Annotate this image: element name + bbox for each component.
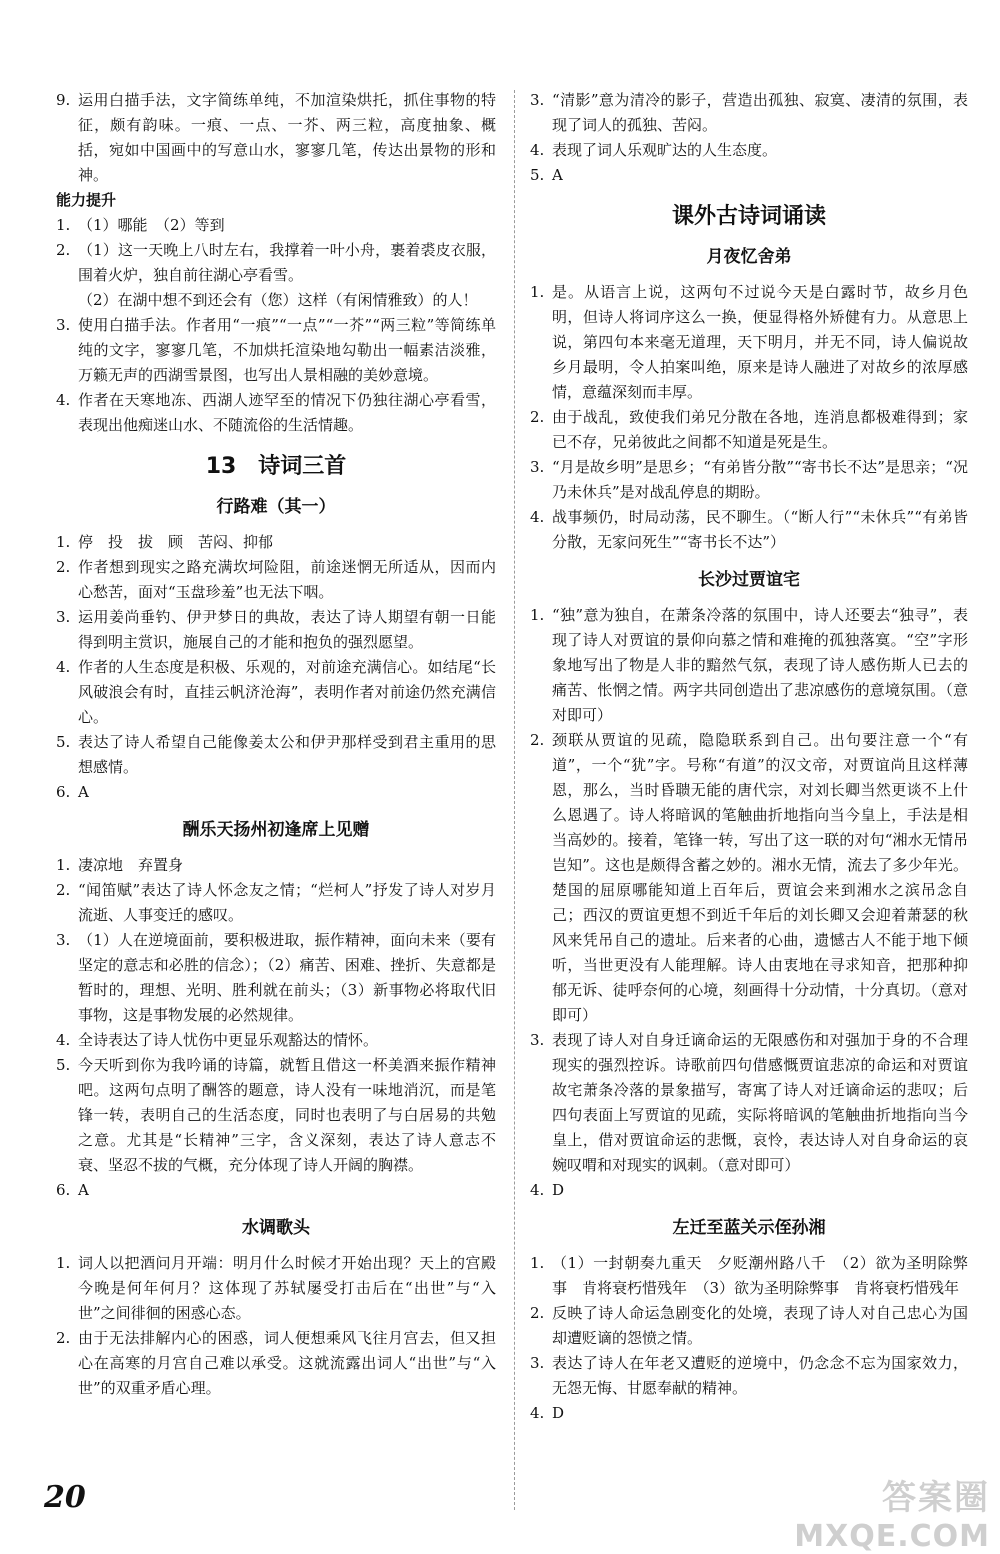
- answer-item: [530, 1351, 968, 1401]
- right-column: [530, 88, 968, 1426]
- answer-item: [530, 603, 968, 728]
- answer-number: 1.: [56, 216, 71, 234]
- answer-text: 作者在天寒地冻、西湖人迹罕至的情况下仍独往湖心亭看雪，表现出他痴迷山水、不随流俗的生活情趣。: [78, 391, 496, 434]
- answer-item: [56, 530, 496, 555]
- answer-text: 运用姜尚垂钓、伊尹梦日的典故，表达了诗人期望有朝一日能得到明主赏识，施展自己的才能和抱负的强烈愿望。: [78, 608, 496, 651]
- ability-heading: 能力提升: [56, 191, 117, 209]
- answer-text: 表现了诗人对自身迁谪命运的无限感伤和对强加于身的不合理现实的强烈控诉。诗歌前四句借感慨贾谊悲凉的命运和对贾谊故宅萧条冷落的景象描写，寄寓了诗人对迁谪命运的悲叹；后四句表面上写贾谊的见疏，实际将暗讽的笔触曲折地指向当今皇上，借对贾谊命运的悲慨，哀怜，表达诗人对自身命运的哀婉叹喟和对现实的讽刺。（意对即可）: [552, 1031, 968, 1174]
- answer-item: [56, 655, 496, 730]
- answer-text: “清影”意为清冷的影子，营造出孤独、寂寞、凄清的氛围，表现了词人的孤独、苦闷。: [552, 91, 968, 134]
- poem-title: 长沙过贾谊宅: [698, 570, 800, 590]
- poem-section: [530, 1215, 968, 1426]
- answer-item: [56, 1326, 496, 1401]
- answer-item: [56, 780, 496, 805]
- ability-answers: [56, 213, 496, 438]
- answer-text: 表达了诗人希望自己能像姜太公和伊尹那样受到君主重用的思想感情。: [78, 733, 496, 776]
- answer-number: 4.: [530, 1181, 545, 1199]
- answer-number: 5.: [56, 1056, 71, 1074]
- answer-item: [56, 88, 496, 188]
- answer-text: 反映了诗人命运急剧变化的处境，表现了诗人对自己忠心为国却遭贬谪的怨愤之情。: [552, 1304, 968, 1347]
- answer-text: 凄凉地 弃置身: [78, 856, 184, 874]
- answer-text: 表达了诗人在年老又遭贬的逆境中，仍念念不忘为国家效力，无怨无悔、甘愿奉献的精神。: [552, 1354, 968, 1397]
- answer-number: 4.: [530, 1404, 545, 1422]
- answer-number: 3.: [530, 458, 545, 476]
- answer-number: 3.: [56, 608, 71, 626]
- watermark-cn: 答案圈: [882, 1478, 990, 1518]
- answer-item: [56, 605, 496, 655]
- answer-text: （1）人在逆境面前，要积极进取，振作精神，面向未来（要有坚定的意志和必胜的信念）；（2）痛苦、困难、挫折、失意都是暂时的，理想、光明、胜利就在前头；（3）新事物必将取代旧事物，这是事物发展的必然规律。: [78, 931, 496, 1024]
- page-number: 20: [44, 1480, 86, 1515]
- answer-number: 6.: [56, 783, 71, 801]
- answer-text: 战事频仍，时局动荡，民不聊生。（“断人行”“未休兵”“有弟皆分散，无家问死生”“寄书长不达”）: [552, 508, 968, 551]
- answer-item: [56, 1178, 496, 1203]
- answer-number: 4.: [530, 508, 545, 526]
- poem-title: 行路难（其一）: [216, 497, 336, 517]
- answer-number: 2.: [56, 881, 71, 899]
- answer-number: 3.: [530, 91, 545, 109]
- answer-item: [56, 388, 496, 438]
- answer-item: [56, 1251, 496, 1326]
- poem-title: 酬乐天扬州初逢席上见赠: [182, 820, 370, 840]
- answer-text: 是。从语言上说，这两句不过说今天是白露时节，故乡月色明，但诗人将词序这么一换，便显得格外矫健有力。从意思上说，第四句本来毫无道理，天下明月，并无不同，诗人偏说故乡月最明，令人拍案叫绝，原来是诗人融进了对故乡的浓厚感情，意蕴深刻而丰厚。: [552, 283, 968, 401]
- answer-number: 3.: [56, 931, 71, 949]
- poem-answers: [56, 853, 496, 1203]
- answer-number: 1.: [530, 283, 545, 301]
- answer-text: A: [78, 1181, 89, 1199]
- answer-item: [530, 1401, 968, 1426]
- answer-number: 5.: [56, 733, 71, 751]
- answer-number: 2.: [530, 408, 545, 426]
- watermark: [794, 1470, 990, 1554]
- poem-answers: [530, 1251, 968, 1426]
- lesson-title: 13 诗词三首: [205, 454, 347, 479]
- answer-text: 作者想到现实之路充满坎坷险阻，前途迷惘无所适从，因而内心愁苦，面对“玉盘珍羞”也无法下咽。: [78, 558, 496, 601]
- answer-text: （1）一封朝奏九重天 夕贬潮州路八千 （2）欲为圣明除弊事 肯将衰朽惜残年 （3）欲为圣明除弊事 肯将衰朽惜残年: [552, 1254, 968, 1297]
- answer-item: [56, 555, 496, 605]
- poem-section: [56, 817, 496, 1203]
- poem-answers: [530, 280, 968, 555]
- answer-number: 1.: [56, 533, 71, 551]
- answer-number: 6.: [56, 1181, 71, 1199]
- answer-item: [56, 238, 496, 288]
- answer-text: D: [552, 1404, 565, 1422]
- answer-item: [530, 1178, 968, 1203]
- answer-number: 1.: [56, 856, 71, 874]
- answer-text: 表现了词人乐观旷达的人生态度。: [552, 141, 778, 159]
- answer-item: [530, 1028, 968, 1178]
- answer-text: 颈联从贾谊的见疏，隐隐联系到自己。出句要注意一个“有道”，一个“犹”字。号称“有道”的汉文帝，对贾谊尚且这样薄恩，那么，当时昏聩无能的唐代宗，对刘长卿当然更谈不上什么恩遇了。诗人将暗讽的笔触曲折地指向当今皇上，手法是相当高妙的。接着，笔锋一转，写出了这一联的对句“湘水无情吊岂知”。这也是颇得含蓄之妙的。湘水无情，流去了多少年光。楚国的屈原哪能知道上百年后，贾谊会来到湘水之滨吊念自己；西汉的贾谊更想不到近千年后的刘长卿又会迎着萧瑟的秋风来凭吊自己的遗址。后来者的心曲，遗憾古人不能于地下倾听，当世更没有人能理解。诗人由衷地在寻求知音，把那种抑郁无诉、徒呼奈何的心境，刻画得十分动情，十分真切。（意对即可）: [552, 731, 968, 1024]
- answer-number: 1.: [530, 1254, 545, 1272]
- poem-title: 水调歌头: [242, 1218, 310, 1238]
- answer-text: 使用白描手法。作者用“一痕”“一点”“一芥”“两三粒”等简练单纯的文字，寥寥几笔，不加烘托渲染地勾勒出一幅素洁淡雅，万籁无声的西湖雪景图，也写出人景相融的美妙意境。: [78, 316, 496, 384]
- answer-number: 5.: [530, 166, 545, 184]
- answer-number: 3.: [56, 316, 71, 334]
- answer-text: A: [552, 166, 563, 184]
- answer-item: [56, 853, 496, 878]
- answer-number: 4.: [56, 391, 71, 409]
- answer-item: [530, 728, 968, 1028]
- answer-item: [56, 1028, 496, 1053]
- answer-item: [530, 505, 968, 555]
- answer-item: [56, 313, 496, 388]
- answer-text: 作者的人生态度是积极、乐观的，对前途充满信心。如结尾“长风破浪会有时，直挂云帆济沧海”，表明作者对前途仍然充满信心。: [78, 658, 496, 726]
- answer-item: [530, 405, 968, 455]
- answer-number: 3.: [530, 1354, 545, 1372]
- answer-number: 1.: [530, 606, 545, 624]
- continued-answers: [530, 88, 968, 188]
- poem-section: [530, 567, 968, 1203]
- answer-item: [530, 280, 968, 405]
- answer-text: （1）这一天晚上八时左右，我撑着一叶小舟，裹着裘皮衣服，围着火炉，独自前往湖心亭看雪。: [78, 241, 496, 284]
- answer-text: D: [552, 1181, 565, 1199]
- answer-text: 今天听到你为我吟诵的诗篇，就暂且借这一杯美酒来振作精神吧。这两句点明了酬答的题意，诗人没有一味地消沉，而是笔锋一转，表明自己的生活态度，同时也表明了与白居易的共勉之意。尤其是“长精神”三字，含义深刻，表达了诗人意志不衰、坚忍不拔的气概，充分体现了诗人开阔的胸襟。: [78, 1056, 496, 1174]
- answer-item: [530, 138, 968, 163]
- answer-text: 词人以把酒问月开端：明月什么时候才开始出现？天上的宫殿今晚是何年何月？这体现了苏轼屡受打击后在“出世”与“入世”之间徘徊的困惑心态。: [78, 1254, 496, 1322]
- answer-number: 4.: [56, 1031, 71, 1049]
- answer-number: 9.: [56, 91, 71, 109]
- answer-text: “独”意为独自，在萧条冷落的氛围中，诗人还要去“独寻”，表现了诗人对贾谊的景仰向慕之情和难掩的孤独落寞。“空”字形象地写出了物是人非的黯然气氛，表现了诗人感伤斯人已去的痛苦、怅惘之情。两字共同创造出了悲凉感伤的意境氛围。（意对即可）: [552, 606, 968, 724]
- answer-number: 1.: [56, 1254, 71, 1272]
- answer-number: 4.: [530, 141, 545, 159]
- answer-text: 运用白描手法，文字简练单纯，不加渲染烘托，抓住事物的特征，颇有韵味。一痕、一点、一芥、两三粒，高度抽象、概括，宛如中国画中的写意山水，寥寥几笔，传达出景物的形和神。: [78, 91, 496, 184]
- answer-number: 2.: [56, 558, 71, 576]
- answer-number: [56, 288, 78, 313]
- left-column: [56, 88, 496, 1401]
- left-poem-sections: [56, 494, 496, 1401]
- watermark-en: MXQE.COM: [794, 1519, 990, 1554]
- poem-section: [56, 494, 496, 805]
- answer-number: 2.: [56, 241, 71, 259]
- poem-title: 月夜忆舍弟: [706, 247, 792, 267]
- answer-item: [56, 928, 496, 1028]
- answer-item: [530, 1251, 968, 1301]
- answer-text: 停 投 拔 顾 苦闷、抑郁: [78, 533, 274, 551]
- poem-section: [56, 1215, 496, 1401]
- poem-answers: [56, 1251, 496, 1401]
- intro-answers: [56, 88, 496, 188]
- answer-number: 2.: [530, 1304, 545, 1322]
- answer-text: （1）哪能 （2）等到: [78, 216, 225, 234]
- answer-number: 2.: [56, 1329, 71, 1347]
- answer-text: 全诗表达了诗人忧伤中更显乐观豁达的情怀。: [78, 1031, 379, 1049]
- answer-number: 4.: [56, 658, 71, 676]
- poem-section: [530, 244, 968, 555]
- answer-number: 3.: [530, 1031, 545, 1049]
- section-title: 课外古诗词诵读: [671, 204, 826, 229]
- right-poem-sections: [530, 244, 968, 1426]
- answer-item: [56, 288, 496, 313]
- answer-item: [530, 88, 968, 138]
- answer-text: 由于无法排解内心的困惑，词人便想乘风飞往月宫去，但又担心在高寒的月宫自己难以承受。这就流露出词人“出世”与“入世”的双重矛盾心理。: [78, 1329, 496, 1397]
- answer-item: [56, 213, 496, 238]
- column-divider: [514, 90, 515, 1510]
- answer-item: [56, 730, 496, 780]
- answer-number: 2.: [530, 731, 545, 749]
- answer-text: “闻笛赋”表达了诗人怀念友之情；“烂柯人”抒发了诗人对岁月流逝、人事变迁的感叹。: [78, 881, 496, 924]
- poem-answers: [56, 530, 496, 805]
- answer-text: A: [78, 783, 89, 801]
- answer-text: （2）在湖中想不到还会有（您）这样（有闲情雅致）的人！: [78, 291, 478, 309]
- answer-item: [530, 163, 968, 188]
- poem-title: 左迁至蓝关示侄孙湘: [672, 1218, 826, 1238]
- answer-text: 由于战乱，致使我们弟兄分散在各地，连消息都极难得到；家已不存，兄弟彼此之间都不知道是死是生。: [552, 408, 968, 451]
- answer-text: “月是故乡明”是思乡；“有弟皆分散”“寄书长不达”是思亲；“况乃未休兵”是对战乱停息的期盼。: [552, 458, 968, 501]
- answer-item: [530, 455, 968, 505]
- answer-item: [530, 1301, 968, 1351]
- poem-answers: [530, 603, 968, 1203]
- answer-item: [56, 878, 496, 928]
- answer-item: [56, 1053, 496, 1178]
